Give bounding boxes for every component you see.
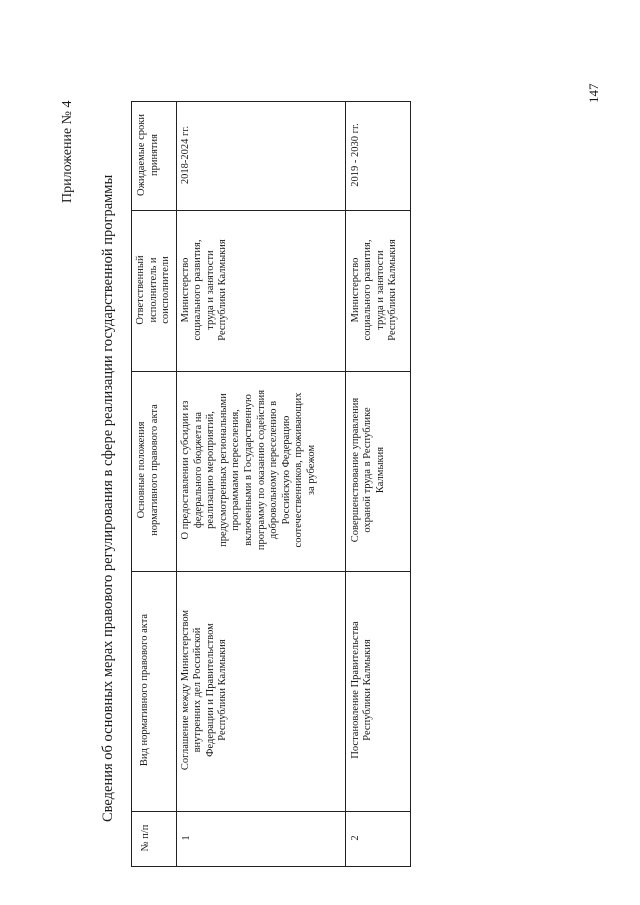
row2-num: [350, 812, 364, 864]
header-line: нормативного правового акта: [148, 404, 160, 536]
cell-line: Постановление Правительства: [350, 621, 361, 759]
cell-line: Республики Калмыкия: [387, 239, 399, 341]
cell-line: федерального бюджета на: [192, 411, 204, 529]
cell-line: включенными в Государственную: [242, 394, 254, 546]
header-act-type: [139, 572, 173, 808]
row1-term: [180, 103, 194, 207]
row1-num: [181, 812, 195, 864]
cell-line: предусмотренных региональными: [217, 393, 229, 547]
cell-line: Российскую Федерацию: [280, 415, 292, 525]
cell-line: 2018-2024 гг.: [180, 125, 191, 185]
cell-line: 2: [350, 835, 361, 841]
header-line: Ожидаемые сроки: [136, 114, 147, 196]
table-border: [345, 101, 346, 867]
cell-line: Республики Калмыкия: [217, 239, 229, 341]
header-line: Ответственный: [135, 255, 146, 325]
header-line: соисполнители: [160, 256, 172, 324]
cell-line: Республики Калмыкия: [217, 639, 229, 741]
cell-line: Совершенствование управления: [350, 397, 361, 543]
cell-line: О предоставлении субсидии из: [180, 400, 191, 540]
page-number: 147: [586, 83, 601, 103]
cell-line: за рубежом: [305, 444, 317, 496]
document-title: Сведения об основных мерах правового регулирования в сфере реализации государственной программы: [100, 174, 116, 822]
header-line: Основные положения: [136, 421, 147, 519]
cell-line: Федерации и Правительством: [204, 623, 216, 757]
row1-act-type: [180, 572, 240, 808]
table-border: [131, 811, 411, 812]
cell-line: 2019 - 2030 гг.: [350, 123, 361, 187]
row2-provisions: [350, 372, 394, 568]
cell-line: реализацию мероприятий,: [205, 411, 217, 529]
header-provisions: [136, 372, 174, 568]
cell-line: 1: [181, 835, 192, 841]
row1-executor: [180, 212, 240, 368]
cell-line: внутренних дел Российской: [192, 627, 204, 753]
header-line: принятия: [148, 134, 160, 176]
cell-line: труда и занятости: [204, 250, 216, 330]
header-executor: [135, 212, 175, 368]
appendix-label: Приложение № 4: [60, 100, 75, 203]
cell-line: программами переселения,: [230, 409, 242, 531]
header-line: исполнитель и: [147, 257, 159, 323]
header-term: [136, 103, 174, 207]
cell-line: добровольному переселению в: [268, 400, 280, 540]
cell-line: Соглашение между Министерством: [180, 609, 191, 771]
header-num: [138, 812, 172, 864]
cell-line: соотечественников, проживающих: [293, 392, 305, 548]
cell-line: социального развития,: [362, 239, 374, 341]
table-border: [410, 101, 411, 867]
table-border: [131, 866, 411, 867]
cell-line: Министерство: [350, 257, 361, 323]
cell-line: социального развития,: [192, 239, 204, 341]
table-border: [176, 101, 177, 867]
header-line: № п/п: [140, 824, 151, 852]
table-border: [131, 101, 132, 867]
header-line: Вид нормативного правового акта: [139, 613, 150, 767]
cell-line: охраной труда в Республике: [362, 407, 374, 533]
table-border: [131, 101, 411, 102]
row2-act-type: [350, 572, 380, 808]
cell-line: Министерство: [180, 257, 191, 323]
row1-provisions: [180, 372, 330, 568]
cell-line: труда и занятости: [374, 250, 386, 330]
cell-line: Республики Калмыкия: [362, 639, 374, 741]
row2-executor: [350, 212, 408, 368]
row2-term: [350, 103, 364, 207]
cell-line: Калмыкия: [374, 446, 386, 494]
table-border: [131, 210, 411, 211]
cell-line: программу по оказанию содействия: [255, 389, 267, 551]
